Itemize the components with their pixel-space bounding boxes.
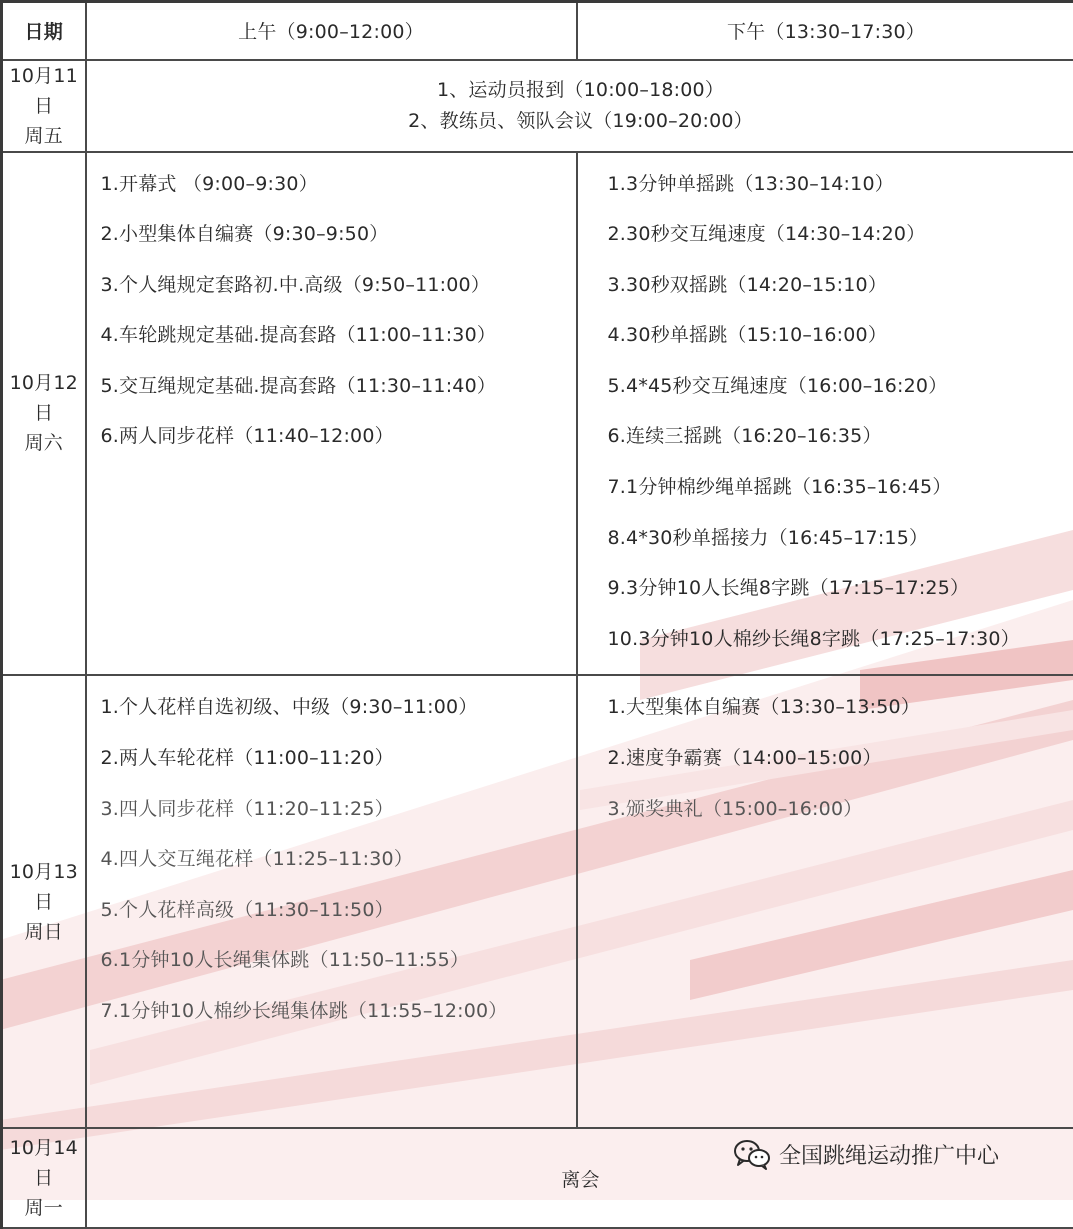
- event-item: 1.个人花样自选初级、中级（9:30–11:00）: [101, 692, 576, 743]
- weekday-label: 周日: [3, 917, 85, 947]
- event-item: 3.个人绳规定套路初.中.高级（9:50–11:00）: [101, 270, 576, 321]
- event-item: 1.3分钟单摇跳（13:30–14:10）: [608, 169, 1073, 220]
- date-cell: [2, 1128, 86, 1228]
- afternoon-events: [577, 152, 1073, 676]
- event-item: 4.车轮跳规定基础.提高套路（11:00–11:30）: [101, 320, 576, 371]
- wechat-icon: [733, 1138, 771, 1170]
- header-date: 日期: [2, 2, 86, 60]
- departure-text: 离会: [561, 1169, 599, 1191]
- date-label: 10月11日: [3, 61, 85, 121]
- event-item: 1.开幕式 （9:00–9:30）: [101, 169, 576, 220]
- event-item: 8.4*30秒单摇接力（16:45–17:15）: [608, 523, 1073, 574]
- date-label: 10月14日: [3, 1133, 85, 1193]
- date-cell: [2, 675, 86, 1128]
- event-item: 3.颁奖典礼（15:00–16:00）: [608, 794, 1073, 845]
- event-item: 7.1分钟棉纱绳单摇跳（16:35–16:45）: [608, 472, 1073, 523]
- event-item: 5.4*45秒交互绳速度（16:00–16:20）: [608, 371, 1073, 422]
- event-item: 6.连续三摇跳（16:20–16:35）: [608, 421, 1073, 472]
- event-item: 4.30秒单摇跳（15:10–16:00）: [608, 320, 1073, 371]
- day-row-oct13: [2, 675, 1073, 1128]
- header-afternoon: 下午（13:30–17:30）: [577, 2, 1073, 60]
- day-row-oct11: [2, 60, 1073, 152]
- event-item: 2、教练员、领队会议（19:00–20:00）: [87, 106, 1073, 137]
- weekday-label: 周六: [3, 428, 85, 458]
- merged-event-cell: [86, 60, 1073, 152]
- event-item: 3.四人同步花样（11:20–11:25）: [101, 794, 576, 845]
- header-row: [2, 2, 1073, 60]
- event-item: 6.两人同步花样（11:40–12:00）: [101, 421, 576, 472]
- event-item: 10.3分钟10人棉纱长绳8字跳（17:25–17:30）: [608, 624, 1073, 675]
- event-item: 2.30秒交互绳速度（14:30–14:20）: [608, 219, 1073, 270]
- header-morning: 上午（9:00–12:00）: [86, 2, 577, 60]
- weekday-label: 周一: [3, 1193, 85, 1223]
- afternoon-events: [577, 675, 1073, 1128]
- event-item: 6.1分钟10人长绳集体跳（11:50–11:55）: [101, 945, 576, 996]
- watermark: [733, 1136, 999, 1172]
- event-item: 1.大型集体自编赛（13:30–13:50）: [608, 692, 1073, 743]
- event-item: 5.个人花样高级（11:30–11:50）: [101, 895, 576, 946]
- event-item: 2.小型集体自编赛（9:30–9:50）: [101, 219, 576, 270]
- date-cell: [2, 60, 86, 152]
- date-label: 10月12日: [3, 368, 85, 428]
- date-cell: [2, 152, 86, 676]
- date-label: 10月13日: [3, 857, 85, 917]
- morning-events: [86, 675, 577, 1128]
- event-item: 1、运动员报到（10:00–18:00）: [87, 75, 1073, 106]
- event-item: 3.30秒双摇跳（14:20–15:10）: [608, 270, 1073, 321]
- event-item: 2.速度争霸赛（14:00–15:00）: [608, 743, 1073, 794]
- morning-events: [86, 152, 577, 676]
- event-item: 4.四人交互绳花样（11:25–11:30）: [101, 844, 576, 895]
- event-item: 9.3分钟10人长绳8字跳（17:15–17:25）: [608, 573, 1073, 624]
- event-item: 7.1分钟10人棉纱长绳集体跳（11:55–12:00）: [101, 996, 576, 1047]
- weekday-label: 周五: [3, 121, 85, 151]
- event-item: 5.交互绳规定基础.提高套路（11:30–11:40）: [101, 371, 576, 422]
- day-row-oct12: [2, 152, 1073, 676]
- watermark-text: 全国跳绳运动推广中心: [779, 1139, 999, 1170]
- event-item: 2.两人车轮花样（11:00–11:20）: [101, 743, 576, 794]
